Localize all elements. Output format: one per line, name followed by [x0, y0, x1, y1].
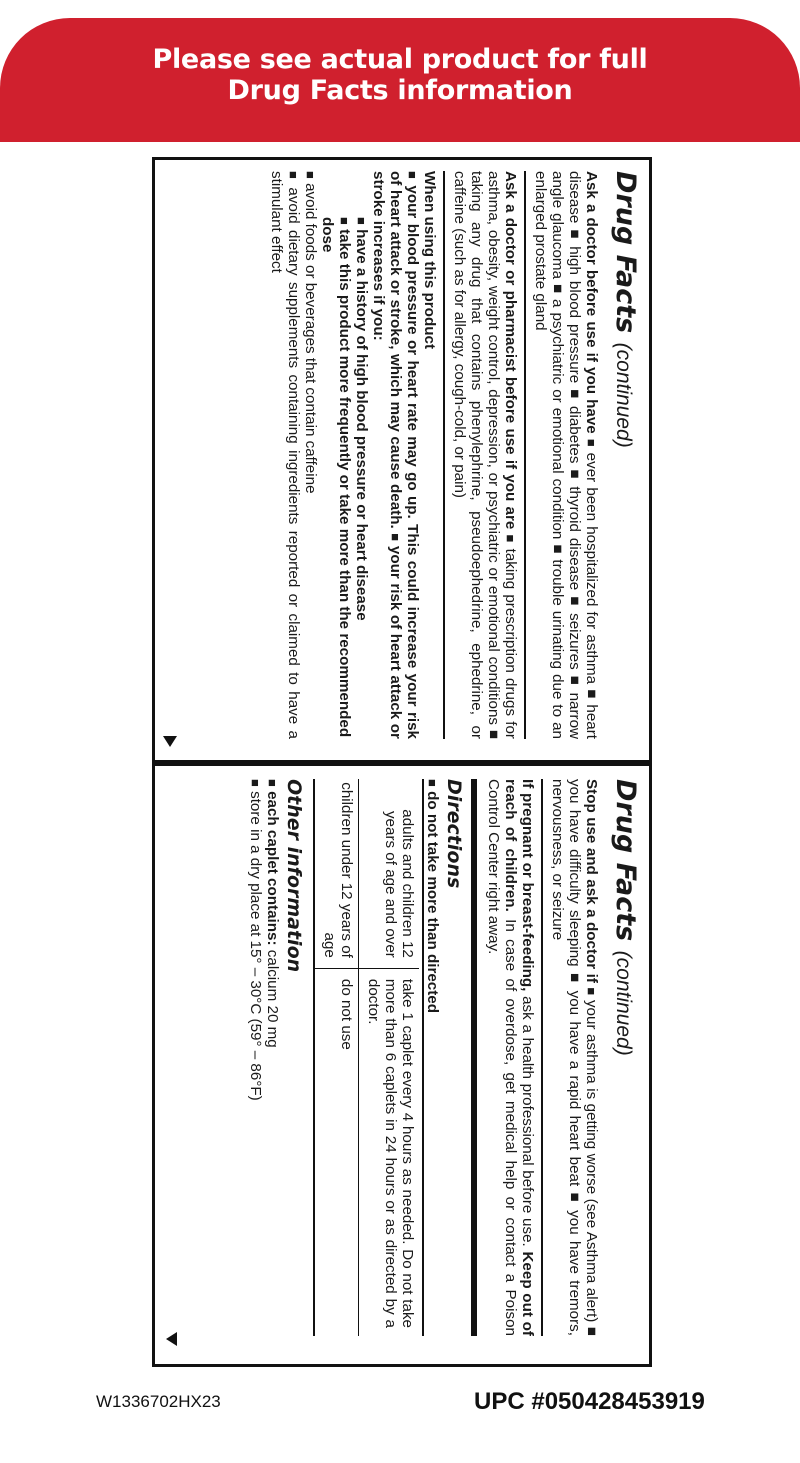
pregnancy-text: ask a health professional before use. [519, 996, 536, 1247]
pregnancy-section [485, 779, 536, 1336]
panel-2-title-suffix: (continued) [612, 950, 635, 1056]
dosage-group: adults and children 12 years of age and over [359, 779, 420, 968]
ask-pharmacist-heading: Ask a doctor or pharmacist before use if you are [502, 171, 519, 530]
caplet-contents-text: calcium 20 mg [264, 949, 281, 1048]
continue-arrow-icon [163, 736, 177, 747]
when-using-item-2 [302, 171, 319, 739]
other-info-item-1 [264, 779, 281, 1336]
caplet-contents-label: each caplet contains: [264, 791, 281, 946]
panel-1-title-text: Drug Facts [610, 171, 641, 334]
dosage-instruction: take 1 caplet every 4 hours as needed. Do not take more than 6 caplets in 24 hours or as directed by a doctor. [365, 978, 416, 1328]
bullet-square-icon: ■ [584, 438, 599, 448]
drug-facts-panel-1 [155, 161, 648, 757]
bullet-square-icon: ■ [405, 171, 420, 181]
bullet-square-icon: ■ [248, 779, 263, 787]
product-code: W1336702HX23 [96, 1392, 221, 1411]
keep-out-heading: Keep out of reach of children. [502, 779, 536, 1336]
directions-table [313, 779, 424, 1336]
bullet-square-icon: ■ [584, 987, 599, 996]
when-using-item-3-text: avoid dietary supplements containing ingredients reported or claimed to have a stimulant effect [268, 171, 302, 739]
panel-divider [152, 760, 652, 766]
section-rule [471, 779, 477, 1336]
dosage-group: children under 12 years of age [315, 779, 359, 968]
when-using-item-3 [268, 171, 302, 739]
rule [541, 779, 543, 1336]
bullet-square-icon: ■ [303, 171, 318, 179]
other-information-heading: Other information [283, 779, 305, 973]
storage-text: store in a dry place at 15° – 30°C (59° – 86°F) [247, 791, 264, 1101]
panel-1-title [606, 171, 642, 739]
table-row [315, 779, 359, 1336]
bullet-square-icon: ■ [337, 217, 352, 225]
ask-doctor-section [532, 171, 600, 739]
when-using-sub-2 [319, 171, 353, 739]
dosage-instruction: do not use [315, 968, 359, 1336]
continue-arrow-icon [166, 1332, 177, 1346]
rule [443, 171, 445, 739]
ask-doctor-heading: Ask a doctor before use if you have [583, 171, 600, 434]
bullet-square-icon: ■ [503, 534, 518, 544]
when-using-item-1 [370, 171, 421, 739]
panel-2-title-text: Drug Facts [610, 779, 641, 942]
when-using-item-1-text: your blood pressure or heart rate may go up. This could increase your risk of heart attack or stroke, which may cause death. [387, 171, 421, 739]
drug-facts-panel-2 [155, 769, 648, 1364]
stop-use-text: your asthma is getting worse (see Asthma alert) ■ you have difficulty sleeping ■ you have a rapid heart beat ■ you have tremors, nervousness, or seizure [549, 779, 600, 1336]
bullet-square-icon: ■ [265, 779, 280, 787]
when-using-sub-1-text: have a history of high blood pressure or heart disease [353, 229, 370, 621]
ask-pharmacist-section [451, 171, 519, 739]
rule [524, 171, 526, 739]
bullet-square-icon: ■ [425, 779, 440, 787]
directions-warning-text: do not take more than directed [424, 791, 441, 1014]
when-using-item-2-text: avoid foods or beverages that contain caffeine [302, 183, 319, 494]
stop-use-section [549, 779, 600, 1336]
banner-notice [0, 44, 800, 106]
panel-2-title [606, 779, 642, 1336]
directions-heading: Directions [443, 779, 465, 889]
bullet-square-icon: ■ [388, 533, 403, 542]
panel-1-title-suffix: (continued) [612, 342, 635, 448]
ask-pharmacist-text: taking prescription drugs for asthma, obesity, weight control, depression, or psychiatric or emotional conditions ■ taking any drug that contains phenylephrine, pseudoephedrine, ephedrine, or caffeine (such as for allergy, cough-cold, or pain) [451, 171, 519, 739]
directions-warning [424, 779, 441, 1336]
banner-line-1: Please see actual product for full [152, 44, 648, 75]
ask-doctor-text: ever been hospitalized for asthma ■ heart disease ■ high blood pressure ■ diabetes ■ thyroid disease ■ seizures ■ narrow angle glaucoma ■ a psychiatric or emotional condition ■ trouble urinating due to an enlarged prostate gland [532, 171, 600, 739]
bullet-square-icon: ■ [286, 171, 301, 181]
other-info-item-2 [247, 779, 264, 1336]
table-row [359, 779, 420, 1336]
when-using-item-1b-text: your risk of heart attack or stroke increases if you: [370, 171, 404, 739]
keep-out-text: In case of overdose, get medical help or contact a Poison Control Center right away. [485, 779, 519, 1336]
stop-use-heading: Stop use and ask a doctor if [583, 779, 600, 983]
pregnancy-heading: If pregnant or breast-feeding, [519, 779, 536, 992]
when-using-sub-1 [353, 171, 370, 739]
banner-line-2: Drug Facts information [227, 75, 573, 106]
when-using-sub-2-text: take this product more frequently or take more than the recommended dose [319, 217, 353, 738]
when-using-heading: When using this product [421, 171, 438, 350]
bullet-square-icon: ■ [354, 217, 369, 225]
upc-code: UPC #050428453919 [474, 1388, 705, 1415]
